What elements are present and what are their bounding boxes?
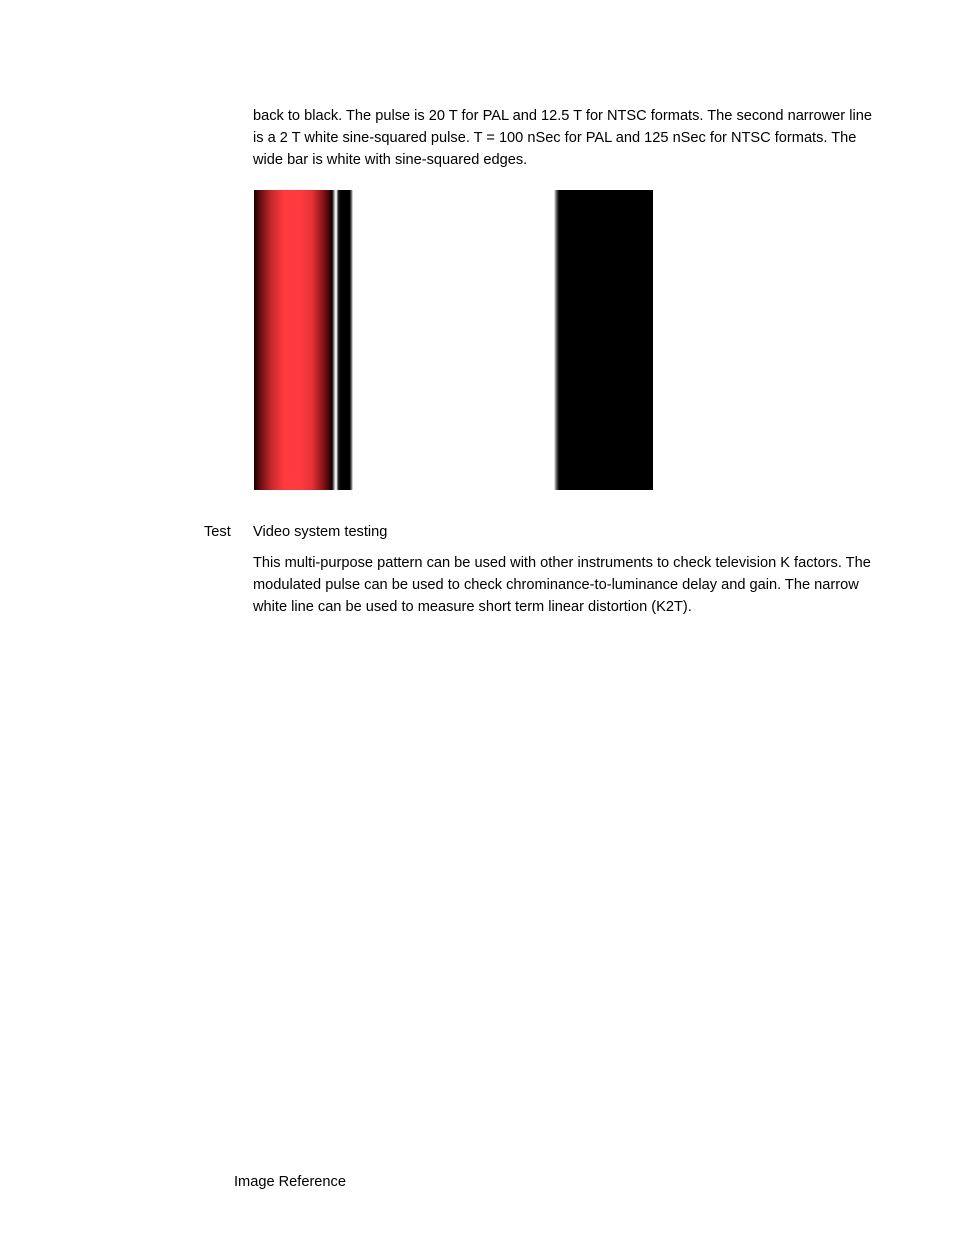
test-label: Test [204,524,231,540]
test-value: Video system testing [253,524,388,540]
narrow-2t-line [338,190,353,490]
test-pattern-image [254,190,654,490]
intro-paragraph: back to black. The pulse is 20 T for PAL and 12.5 T for NTSC formats. The second narrower line is a 2 T white sine-squared pulse. T = 100 nSec for PAL and 125 nSec for NTSC formats. The wide bar is white with sine-squared edges. [253,108,872,168]
modulated-pulse [254,190,334,490]
footer-label: Image Reference [234,1174,346,1190]
wide-bar [554,190,653,490]
test-description: This multi-purpose pattern can be used with other instruments to check television K factors. The modulated pulse can be used to check chrominance-to-luminance delay and gain. The narrow white line can be used to measure short term linear distortion (K2T). [253,555,871,615]
